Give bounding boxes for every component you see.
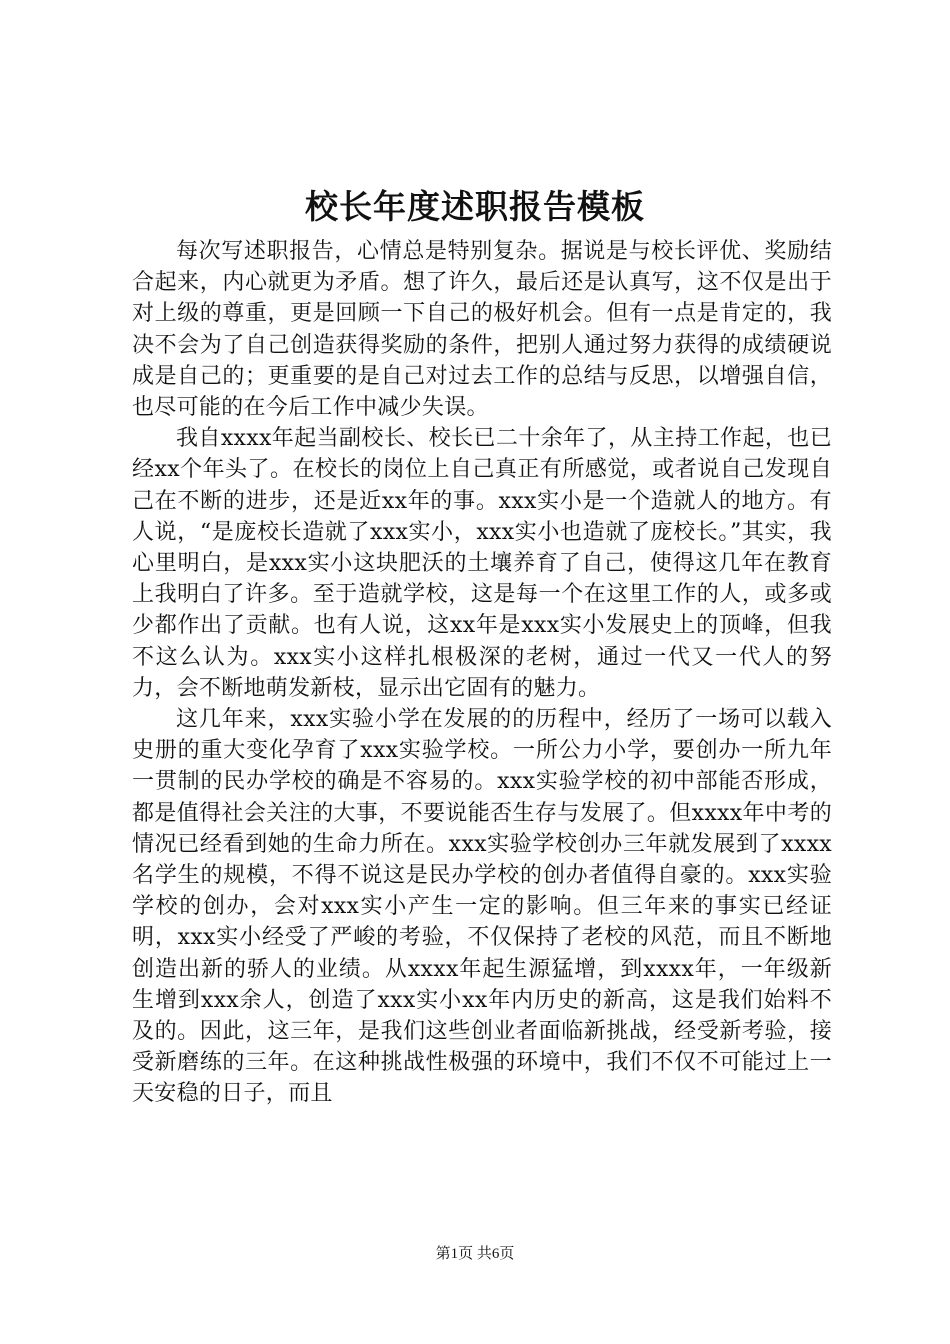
paragraph-3: 这几年来，xxx实验小学在发展的的历程中，经历了一场可以载入史册的重大变化孕育了xxx实验学校。一所公力小学，要创办一所九年一贯制的民办学校的确是不容易的。xxx实验学校的初中部能否形成，都是值得社会关注的大事，不要说能否生存与发展了。但xxxx年中考的情况已经看到她的生命力所在。xxx实验学校创办三年就发展到了xxxx名学生的规模，不得不说这是民办学校的创办者值得自豪的。xxx实验学校的创办，会对xxx实小产生一定的影响。但三年来的事实已经证明，xxx实小经受了严峻的考验，不仅保持了老校的风范，而且不断地创造出新的骄人的业绩。从xxxx年起生源猛增，到xxxx年，一年级新生增到xxx余人，创造了xxx实小xx年内历史的新高，这是我们始料不及的。因此，这三年，是我们这些创业者面临新挑战，经受新考验，接受新磨练的三年。在这种挑战性极强的环境中，我们不仅不可能过上一天安稳的日子，而且 [132,707,832,1107]
document-title: 校长年度述职报告模板 [305,187,645,226]
page-footer: 第1页 共6页 [435,1246,515,1262]
paragraph-1: 每次写述职报告，心情总是特别复杂。据说是与校长评优、奖励结合起来，内心就更为矛盾。想了许久，最后还是认真写，这不仅是出于对上级的尊重，更是回顾一下自己的极好机会。但有一点是肯定的，我决不会为了自己创造获得奖励的条件，把别人通过努力获得的成绩硬说成是自己的；更重要的是自己对过去工作的总结与反思，以增强自信，也尽可能的在今后工作中减少失误。 [132,239,832,421]
paragraph-2: 我自xxxx年起当副校长、校长已二十余年了，从主持工作起，也已经xx个年头了。在校长的岗位上自己真正有所感觉，或者说自己发现自己在不断的进步，还是近xx年的事。xxx实小是一个造就人的地方。有人说，“是庞校长造就了xxx实小，xxx实小也造就了庞校长。”其实，我心里明白，是xxx实小这块肥沃的土壤养育了自己，使得这几年在教育上我明白了许多。至于造就学校，这是每一个在这里工作的人，或多或少都作出了贡献。也有人说，这xx年是xxx实小发展史上的顶峰，但我不这么认为。xxx实小这样扎根极深的老树，通过一代又一代人的努力，会不断地萌发新枝，显示出它固有的魅力。 [132,426,832,701]
document-body [132,236,832,1110]
